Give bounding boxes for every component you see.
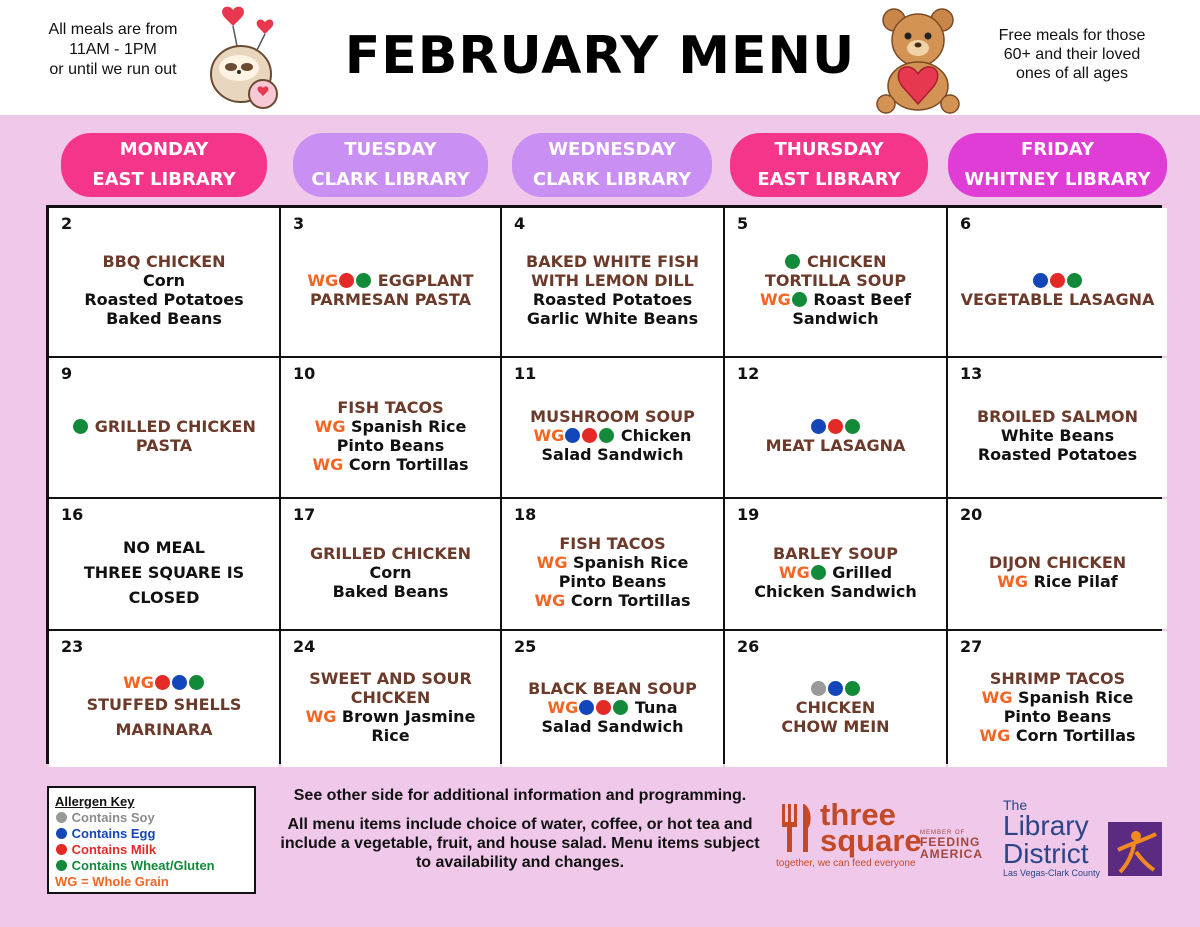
menu-cell bbox=[281, 208, 500, 356]
entree: GRILLED CHICKEN bbox=[309, 543, 472, 563]
whole-grain-tag: WG bbox=[312, 454, 344, 474]
side: Pinto Beans bbox=[336, 435, 445, 455]
whole-grain-tag: WG bbox=[305, 707, 337, 726]
menu-cell bbox=[281, 499, 500, 629]
day-library: WHITNEY LIBRARY bbox=[964, 169, 1151, 190]
entree: SHRIMP TACOS bbox=[989, 669, 1126, 688]
entree: PASTA bbox=[135, 435, 193, 455]
feeding-america-logo bbox=[920, 830, 990, 860]
allergen-egg-label: Contains Egg bbox=[71, 826, 156, 841]
wheat-allergen-dot bbox=[356, 273, 371, 288]
date-number: 13 bbox=[960, 364, 983, 383]
menu-cell bbox=[502, 358, 723, 497]
wheat-allergen-dot bbox=[599, 428, 614, 443]
allergen-key bbox=[47, 786, 256, 894]
side: Salad Sandwich bbox=[541, 445, 684, 464]
side: Corn bbox=[142, 271, 185, 290]
whole-grain-tag: WG bbox=[981, 688, 1013, 707]
menu-cell bbox=[948, 499, 1167, 629]
milk-allergen-dot bbox=[339, 273, 354, 288]
menu-calendar-grid bbox=[46, 205, 1162, 764]
teddy-bear-illustration bbox=[870, 4, 966, 114]
page-title: FEBRUARY MENU bbox=[344, 26, 856, 86]
free-meals-note bbox=[972, 26, 1172, 83]
menu-cell bbox=[281, 631, 500, 767]
three-square-name: three square bbox=[820, 797, 922, 858]
three-square-tagline: together, we can feed everyone bbox=[776, 858, 916, 869]
entree: PARMESAN PASTA bbox=[310, 290, 471, 309]
day-library: EAST LIBRARY bbox=[757, 169, 901, 190]
side: Baked Beans bbox=[332, 581, 449, 601]
day-header-thursday bbox=[730, 133, 928, 197]
entree: TORTILLA SOUP bbox=[764, 271, 907, 290]
side: Roasted Potatoes bbox=[84, 290, 244, 309]
side: Tuna bbox=[634, 697, 678, 717]
side: Corn Tortillas bbox=[1015, 726, 1136, 745]
date-number: 25 bbox=[514, 637, 537, 656]
closure-note: CLOSED bbox=[128, 587, 200, 607]
side: Roast Beef bbox=[813, 290, 912, 309]
side: Chicken Sandwich bbox=[754, 581, 917, 601]
milk-allergen-dot bbox=[155, 675, 170, 690]
egg-allergen-dot bbox=[565, 428, 580, 443]
date-number: 3 bbox=[293, 214, 305, 233]
allergen-wheat-label: Contains Wheat/Gluten bbox=[71, 858, 215, 873]
wheat-allergen-dot bbox=[56, 860, 67, 871]
wheat-allergen-dot bbox=[845, 419, 860, 434]
allergen-wg-label: WG = Whole Grain bbox=[55, 874, 169, 889]
menu-cell bbox=[502, 208, 723, 356]
entree: EGGPLANT bbox=[377, 271, 474, 290]
soy-allergen-dot bbox=[56, 812, 67, 823]
whole-grain-tag: WG bbox=[759, 290, 791, 309]
date-number: 19 bbox=[737, 505, 760, 524]
entree: FISH TACOS bbox=[559, 534, 666, 553]
wheat-allergen-dot bbox=[811, 565, 826, 580]
whole-grain-tag: WG bbox=[547, 697, 579, 717]
side: Pinto Beans bbox=[558, 572, 667, 591]
entree: CHICKEN bbox=[795, 697, 876, 717]
day-name: TUESDAY bbox=[344, 139, 437, 160]
wheat-allergen-dot bbox=[73, 419, 88, 434]
whole-grain-tag: WG bbox=[314, 416, 346, 436]
header bbox=[0, 0, 1200, 115]
wheat-allergen-dot bbox=[1067, 273, 1082, 288]
menu-cell bbox=[502, 631, 723, 767]
entree: SWEET AND SOUR bbox=[309, 669, 472, 688]
whole-grain-tag: WG bbox=[534, 591, 566, 610]
milk-allergen-dot bbox=[582, 428, 597, 443]
side: Rice bbox=[371, 726, 410, 745]
closure-note: THREE SQUARE IS bbox=[83, 562, 245, 582]
wheat-allergen-dot bbox=[785, 254, 800, 269]
menu-cell bbox=[948, 358, 1167, 497]
entree: BROILED SALMON bbox=[976, 407, 1139, 426]
library-district-logo bbox=[1003, 798, 1113, 878]
date-number: 9 bbox=[61, 364, 73, 383]
closure-note: NO MEAL bbox=[123, 537, 205, 557]
day-name: FRIDAY bbox=[1020, 139, 1095, 160]
date-number: 2 bbox=[61, 214, 73, 233]
side: Spanish Rice bbox=[351, 416, 467, 436]
three-square-logo bbox=[776, 797, 922, 875]
entree: BBQ CHICKEN bbox=[102, 252, 226, 271]
library-district-subtitle: Las Vegas-Clark County bbox=[1003, 868, 1101, 878]
library-district-the: The bbox=[1003, 797, 1028, 813]
menu-cell bbox=[49, 631, 279, 767]
feeding-america-name: FEEDING AMERICA bbox=[920, 835, 983, 861]
side: Grilled bbox=[832, 562, 893, 582]
side: Corn Tortillas bbox=[570, 591, 691, 610]
date-number: 12 bbox=[737, 364, 760, 383]
menu-cell bbox=[725, 208, 946, 356]
entree: BARLEY SOUP bbox=[772, 543, 899, 563]
entree: FISH TACOS bbox=[337, 397, 444, 417]
entree: BAKED WHITE FISH bbox=[526, 252, 699, 271]
side: Spanish Rice bbox=[573, 553, 689, 572]
side: Rice Pilaf bbox=[1033, 572, 1118, 591]
side: Corn Tortillas bbox=[348, 454, 469, 474]
footer-notes bbox=[275, 786, 765, 882]
date-number: 10 bbox=[293, 364, 316, 383]
menu-cell bbox=[281, 358, 500, 497]
date-number: 16 bbox=[61, 505, 84, 524]
milk-allergen-dot bbox=[596, 700, 611, 715]
entree: MUSHROOM SOUP bbox=[530, 407, 695, 426]
egg-allergen-dot bbox=[1033, 273, 1048, 288]
day-name: MONDAY bbox=[119, 139, 209, 160]
whole-grain-tag: WG bbox=[997, 572, 1029, 591]
entree: MEAT LASAGNA bbox=[765, 435, 906, 455]
date-number: 18 bbox=[514, 505, 537, 524]
milk-allergen-dot bbox=[828, 419, 843, 434]
side: Baked Beans bbox=[106, 309, 222, 328]
milk-allergen-dot bbox=[1050, 273, 1065, 288]
menu-cell bbox=[725, 358, 946, 497]
egg-allergen-dot bbox=[56, 828, 67, 839]
free-line: 60+ and their loved bbox=[1003, 46, 1141, 63]
free-line: ones of all ages bbox=[1015, 65, 1129, 82]
entree: VEGETABLE LASAGNA bbox=[960, 290, 1155, 309]
entree: GRILLED CHICKEN bbox=[94, 416, 256, 436]
allergen-soy-label: Contains Soy bbox=[71, 810, 155, 825]
library-district-emblem-icon bbox=[1108, 822, 1162, 876]
hours-line: 11AM - 1PM bbox=[69, 41, 157, 58]
allergen-milk-label: Contains Milk bbox=[71, 842, 157, 857]
egg-allergen-dot bbox=[828, 681, 843, 696]
whole-grain-tag: WG bbox=[778, 562, 810, 582]
entree: CHOW MEIN bbox=[781, 716, 890, 736]
sloth-illustration bbox=[205, 4, 285, 114]
date-number: 4 bbox=[514, 214, 526, 233]
egg-allergen-dot bbox=[172, 675, 187, 690]
menu-cell bbox=[49, 499, 279, 629]
day-library: EAST LIBRARY bbox=[92, 169, 236, 190]
hours-line: or until we run out bbox=[49, 61, 177, 78]
hours-line: All meals are from bbox=[48, 21, 178, 38]
day-header-wednesday bbox=[512, 133, 712, 197]
date-number: 11 bbox=[514, 364, 537, 383]
whole-grain-tag: WG bbox=[979, 726, 1011, 745]
wheat-allergen-dot bbox=[189, 675, 204, 690]
milk-allergen-dot bbox=[56, 844, 67, 855]
side: Roasted Potatoes bbox=[532, 290, 693, 309]
menu-cell bbox=[49, 208, 279, 356]
side: Salad Sandwich bbox=[541, 716, 684, 736]
wheat-allergen-dot bbox=[845, 681, 860, 696]
soy-allergen-dot bbox=[811, 681, 826, 696]
egg-allergen-dot bbox=[579, 700, 594, 715]
free-line: Free meals for those bbox=[998, 27, 1146, 44]
side: Chicken bbox=[620, 426, 692, 445]
fork-knife-icon bbox=[778, 800, 818, 856]
entree: MARINARA bbox=[115, 719, 213, 739]
menu-cell bbox=[502, 499, 723, 629]
whole-grain-tag: WG bbox=[123, 672, 154, 692]
side: Spanish Rice bbox=[1018, 688, 1134, 707]
date-number: 26 bbox=[737, 637, 760, 656]
entree: BLACK BEAN SOUP bbox=[528, 678, 697, 698]
day-header-monday bbox=[61, 133, 267, 197]
entree: WITH LEMON DILL bbox=[531, 271, 694, 290]
entree: STUFFED SHELLS bbox=[86, 694, 242, 714]
library-district-name: Library bbox=[1003, 810, 1089, 841]
whole-grain-tag: WG bbox=[536, 553, 568, 572]
side: Sandwich bbox=[792, 309, 879, 328]
whole-grain-tag: WG bbox=[307, 271, 339, 290]
side: Brown Jasmine bbox=[341, 707, 476, 726]
feeding-america-member: MEMBER OF bbox=[920, 830, 966, 836]
side: Roasted Potatoes bbox=[977, 445, 1138, 464]
entree: DIJON CHICKEN bbox=[988, 553, 1127, 572]
footer-note-other-side: See other side for additional information and programming. bbox=[293, 787, 747, 804]
entree: CHICKEN bbox=[350, 688, 431, 707]
day-library: CLARK LIBRARY bbox=[311, 169, 470, 190]
date-number: 27 bbox=[960, 637, 983, 656]
egg-allergen-dot bbox=[811, 419, 826, 434]
wheat-allergen-dot bbox=[613, 700, 628, 715]
day-library: CLARK LIBRARY bbox=[532, 169, 692, 190]
menu-cell bbox=[948, 208, 1167, 356]
wheat-allergen-dot bbox=[792, 292, 807, 307]
date-number: 24 bbox=[293, 637, 316, 656]
date-number: 23 bbox=[61, 637, 84, 656]
footer-note-included: All menu items include choice of water, coffee, or hot tea and include a vegetable, fruit, and house salad. Menu items subject to availability and changes. bbox=[280, 816, 760, 871]
side: White Beans bbox=[1000, 426, 1115, 445]
menu-cell bbox=[49, 358, 279, 497]
menu-cell bbox=[948, 631, 1167, 767]
entree: CHICKEN bbox=[807, 252, 887, 271]
whole-grain-tag: WG bbox=[533, 426, 565, 445]
library-district-name: District bbox=[1003, 838, 1089, 869]
date-number: 6 bbox=[960, 214, 972, 233]
menu-cell bbox=[725, 631, 946, 767]
day-header-friday bbox=[948, 133, 1167, 197]
day-name: WEDNESDAY bbox=[548, 139, 676, 160]
day-header-tuesday bbox=[293, 133, 488, 197]
date-number: 5 bbox=[737, 214, 749, 233]
hours-note bbox=[18, 20, 208, 80]
day-name: THURSDAY bbox=[774, 139, 884, 160]
allergen-key-title: Allergen Key bbox=[55, 794, 135, 809]
menu-cell bbox=[725, 499, 946, 629]
side: Pinto Beans bbox=[1003, 707, 1112, 726]
date-number: 17 bbox=[293, 505, 316, 524]
side: Corn bbox=[369, 562, 412, 582]
side: Garlic White Beans bbox=[526, 309, 699, 328]
date-number: 20 bbox=[960, 505, 983, 524]
